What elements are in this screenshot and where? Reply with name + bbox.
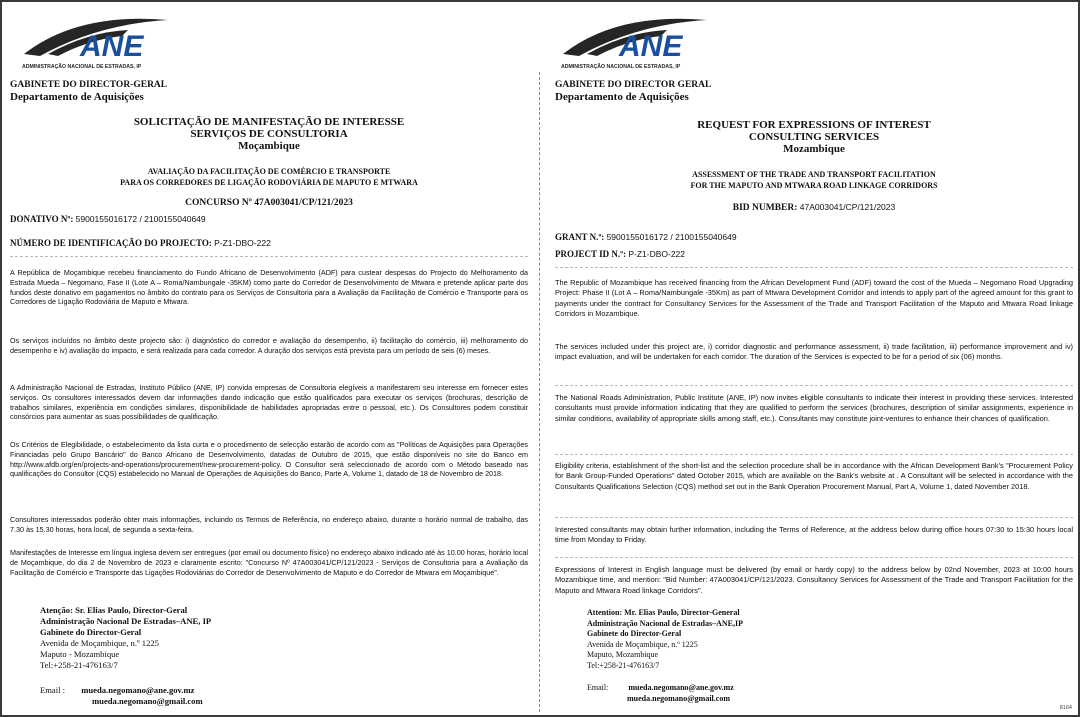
title-line-2: CONSULTING SERVICES — [748, 131, 880, 143]
separator — [555, 454, 1073, 455]
paragraph: The National Roads Administration, Public Institute (ANE, IP) now invites eligible consultants to indicate their interest in providing these services. Interested consultants must provide information indicating that they are qualified to perform the services (brochures, description of similar assignments, experience in similar conditions, availability of appropriate skills among staff, etc.). Consultants may constitute joint-ventures to enhance their chances of qualification. — [555, 393, 1073, 423]
bid-value: 47A003041/CP/121/2023 — [799, 202, 896, 212]
separator — [555, 385, 1073, 386]
subject-line-2: PARA OS CORREDORES DE LIGAÇÃO RODOVIÁRIA DE MAPUTO E MTWARA — [120, 178, 418, 187]
separator — [555, 557, 1073, 558]
logo-subtitle: ADMINISTRAÇÃO NACIONAL DE ESTRADAS, IP — [561, 64, 681, 70]
title-line-1: SOLICITAÇÃO DE MANIFESTAÇÃO DE INTERESSE — [133, 116, 405, 128]
email-label: Email : — [40, 685, 66, 695]
grant-label: DONATIVO Nº: — [10, 214, 74, 224]
portuguese-column — [10, 2, 528, 715]
contact-address-line-2: Maputo, Mozambique — [587, 650, 659, 660]
project-id-value: P-Z1-DBO-222 — [628, 249, 685, 259]
grant-label: GRANT N.º: — [555, 232, 605, 242]
contact-address-line-1: Avenida de Moçambique, n.º 1225 — [587, 639, 698, 649]
subject-line-1: AVALIAÇÃO DA FACILITAÇÃO DE COMÉRCIO E TRANSPORTE — [147, 167, 391, 176]
column-divider — [539, 72, 540, 712]
paragraph: Expressions of Interest in English language must be delivered (by email or hardy copy) to the address below by 02nd November, 2023 at 10:00 hours Mozambique time, and mention: "Bid Number: 47A003041/CP/121/2023. Consultancy Services for Assessment of the Trade and Transport Facilitation for the Maputo and Mtwara Road linkage Corridors". — [555, 565, 1073, 595]
email-block — [40, 685, 203, 707]
contact-attention: Attention: Mr. Elias Paulo, Director-General — [587, 608, 740, 617]
subject-line-2: FOR THE MAPUTO AND MTWARA ROAD LINKAGE CORRIDORS — [690, 181, 938, 190]
contact-office: Gabinete do Director-Geral — [587, 629, 682, 639]
email-link[interactable]: mueda.negomano@ane.gov.mz — [628, 683, 734, 692]
email-label: Email: — [587, 683, 609, 692]
english-column — [555, 2, 1073, 715]
paragraph: Interested consultants may obtain further information, including the Terms of Reference, at the address below during office hours 07:30 to 15:30 hours local time from Monday to Friday. — [555, 525, 1073, 545]
project-id — [10, 238, 271, 248]
email-link[interactable]: mueda.negomano@gmail.com — [92, 696, 203, 706]
project-id-label: PROJECT ID N.º: — [555, 249, 627, 259]
title-line-2: SERVIÇOS DE CONSULTORIA — [190, 128, 348, 140]
grant-value: 5900155016172 / 2100155040649 — [75, 214, 206, 224]
paragraph: The Republic of Mozambique has received financing from the African Development Fund (ADF) toward the cost of the Mueda – Negomano Road Upgrading Project: Phase II (Lot A – Roma/Nambungale -35Km) as part of Mtwara Development Corridor and intends to apply part of the agreed amount for this grant to payments under the contract for Consultancy Services for the Assessment of the Trade and Transport Facilitation of the Maputo and Mtwara Road linkage Corridors in Mozambique. — [555, 278, 1073, 319]
tender-number: CONCURSO Nº 47A003041/CP/121/2023 — [185, 198, 353, 208]
document-subject — [10, 166, 528, 188]
contact-tel: Tel:+258-21-476163/7 — [587, 660, 660, 670]
separator — [555, 267, 1073, 268]
title-country: Mozambique — [783, 143, 845, 155]
contact-address-line-1: Avenida de Moçambique, n.º 1225 — [40, 638, 159, 648]
ane-logo — [18, 10, 178, 72]
paragraph: Os serviços incluídos no âmbito deste projecto são: i) diagnóstico do corredor e avaliação do desempenho, ii) facilitação do comércio, iii) melhoramento do desempenho e iv) avaliação do impacto, e será realizada para cada corredor. A duração dos serviços está prevista para um período de seis (6) meses. — [10, 336, 528, 355]
grant-value: 5900155016172 / 2100155040649 — [606, 232, 737, 242]
contact-block — [40, 605, 211, 671]
title-line-1: REQUEST FOR EXPRESSIONS OF INTEREST — [697, 119, 931, 131]
document-subject — [555, 169, 1073, 191]
subject-line-1: ASSESSMENT OF THE TRADE AND TRANSPORT FACILITATION — [692, 170, 936, 179]
grant-number — [10, 214, 206, 224]
page-code: 8164 — [1059, 705, 1072, 711]
project-id-value: P-Z1-DBO-222 — [214, 238, 271, 248]
paragraph: A Administração Nacional de Estradas, Instituto Público (ANE, IP) convida empresas de Consultoria elegíveis a manifestarem seu interesse em fornecer estes serviços. Os consultores interessados devem dar informações dando indicação que estão qualificados para executar os serviços (brochuras, descrição de trabalhos similares, experiência em condições similares, disponibilidade de habilidades apropriadas entre o pessoal, etc.). Os Consultores podem constituir consórcios para aumentar as suas possibilidades de qualificação. — [10, 383, 528, 422]
project-id — [555, 249, 685, 259]
contact-tel: Tel:+258-21-476163/7 — [40, 660, 118, 670]
separator — [555, 517, 1073, 518]
contact-office: Gabinete do Director-Geral — [40, 627, 142, 637]
logo-text: ANE — [619, 30, 683, 63]
contact-org: Administração Nacional De Estradas–ANE, IP — [40, 616, 212, 626]
paragraph: Eligibility criteria, establishment of the short-list and the selection procedure shall be in accordance with the African Development Bank's "Procurement Policy for Bank Group-Funded Operations" dated October 2015, which are available on the Bank's website at . A Consultant will be selected in accordance with the Consultants Qualifications Selection (CQS) method set out in the Bank Operation Procurement Manual, Part A, Volume 1, dated November 2018. — [555, 461, 1073, 491]
title-country: Moçambique — [238, 140, 300, 152]
office-header — [10, 79, 167, 103]
project-id-label: NÚMERO DE IDENTIFICAÇÃO DO PROJECTO: — [10, 238, 212, 248]
separator — [10, 256, 528, 257]
paragraph: Os Critérios de Elegibilidade, o estabelecimento da lista curta e o procedimento de selecção estarão de acordo com as "Políticas de Aquisições para Operações Financiadas pelo Grupo Bancário" do Banco Africano de Desenvolvimento, datadas de Outubro de 2015, que estão disponíveis no site do Banco em http://www.afdb.org/en/projects-and-operations/procurement/new-procurement-policy. O Consultor será seleccionado de acordo com o Método baseado nas qualificações do Consultor (CQS) estabelecido no Manual de Operações de Aquisições do Banco, Parte A, Volume 1, datado de 18 de Novembro de 2018. — [10, 440, 528, 479]
department-name: Departamento de Aquisições — [555, 91, 689, 103]
logo-subtitle: ADMINISTRAÇÃO NACIONAL DE ESTRADAS, IP — [22, 64, 142, 70]
paragraph: Manifestações de Interesse em língua inglesa devem ser entregues (por email ou documento físico) no endereço abaixo indicado até às 10.00 horas, horário local de Moçambique, do dia 2 de Novembro de 2023 e claramente escrito: "Concurso Nº 47A003041/CP/121/2023 - Serviços de Consultoria para a Avaliação da Facilitação de Comércio e Transporte das Ligações Rodoviárias do Corredor de Desenvolvimento de Maputo e do Corredor de Mtwara em Moçambique". — [10, 548, 528, 577]
paragraph: Consultores interessados poderão obter mais informações, incluindo os Termos de Referência, no endereço abaixo, durante o horário normal de trabalho, das 7.30 às 15.30 horas, hora local, de segunda a sexta-feira. — [10, 515, 528, 534]
ane-logo — [557, 10, 717, 72]
contact-attention: Atenção: Sr. Elias Paulo, Director-Geral — [40, 605, 188, 615]
document-title — [555, 119, 1073, 155]
email-link[interactable]: mueda.negomano@ane.gov.mz — [81, 685, 195, 695]
grant-number — [555, 232, 737, 242]
email-link[interactable]: mueda.negomano@gmail.com — [627, 694, 730, 703]
document-title — [10, 116, 528, 152]
bid-number — [555, 202, 1073, 213]
department-name: Departamento de Aquisições — [10, 91, 144, 103]
paragraph: The services included under this project are, i) corridor diagnostic and performance assessment, ii) trade facilitation, iii) performance improvement and iv) impact evaluation, and will be undertaken for each corridor. The duration of the Services is expected to be for a period of six (06) months. — [555, 342, 1073, 362]
bid-label: BID NUMBER: — [732, 203, 798, 213]
paragraph: A República de Moçambique recebeu financiamento do Fundo Africano de Desenvolvimento (ADF) para custear despesas do Projecto do Melhoramento da Estrada Mueda – Negomano, Fase II (Lote A – Roma/Nambungale -35KM) como parte do Corredor de Desenvolvimento de Mtwara e pretende aplicar parte dos fundos deste donativo em pagamentos no âmbito do contrato para os Serviços de Consultoria para a Avaliação da Facilitação de Comércio e Transporte para os Corredores de Ligação Rodoviária de Maputo e Mtwara. — [10, 268, 528, 307]
contact-org: Administração Nacional de Estradas–ANE,IP — [587, 618, 744, 628]
contact-block — [587, 608, 743, 672]
contact-address-line-2: Maputo - Mozambique — [40, 649, 120, 659]
logo-text: ANE — [80, 30, 144, 63]
office-name: GABINETE DO DIRECTOR-GERAL — [10, 80, 168, 90]
office-name: GABINETE DO DIRECTOR GERAL — [555, 80, 712, 90]
email-block — [587, 682, 734, 704]
office-header — [555, 79, 711, 103]
